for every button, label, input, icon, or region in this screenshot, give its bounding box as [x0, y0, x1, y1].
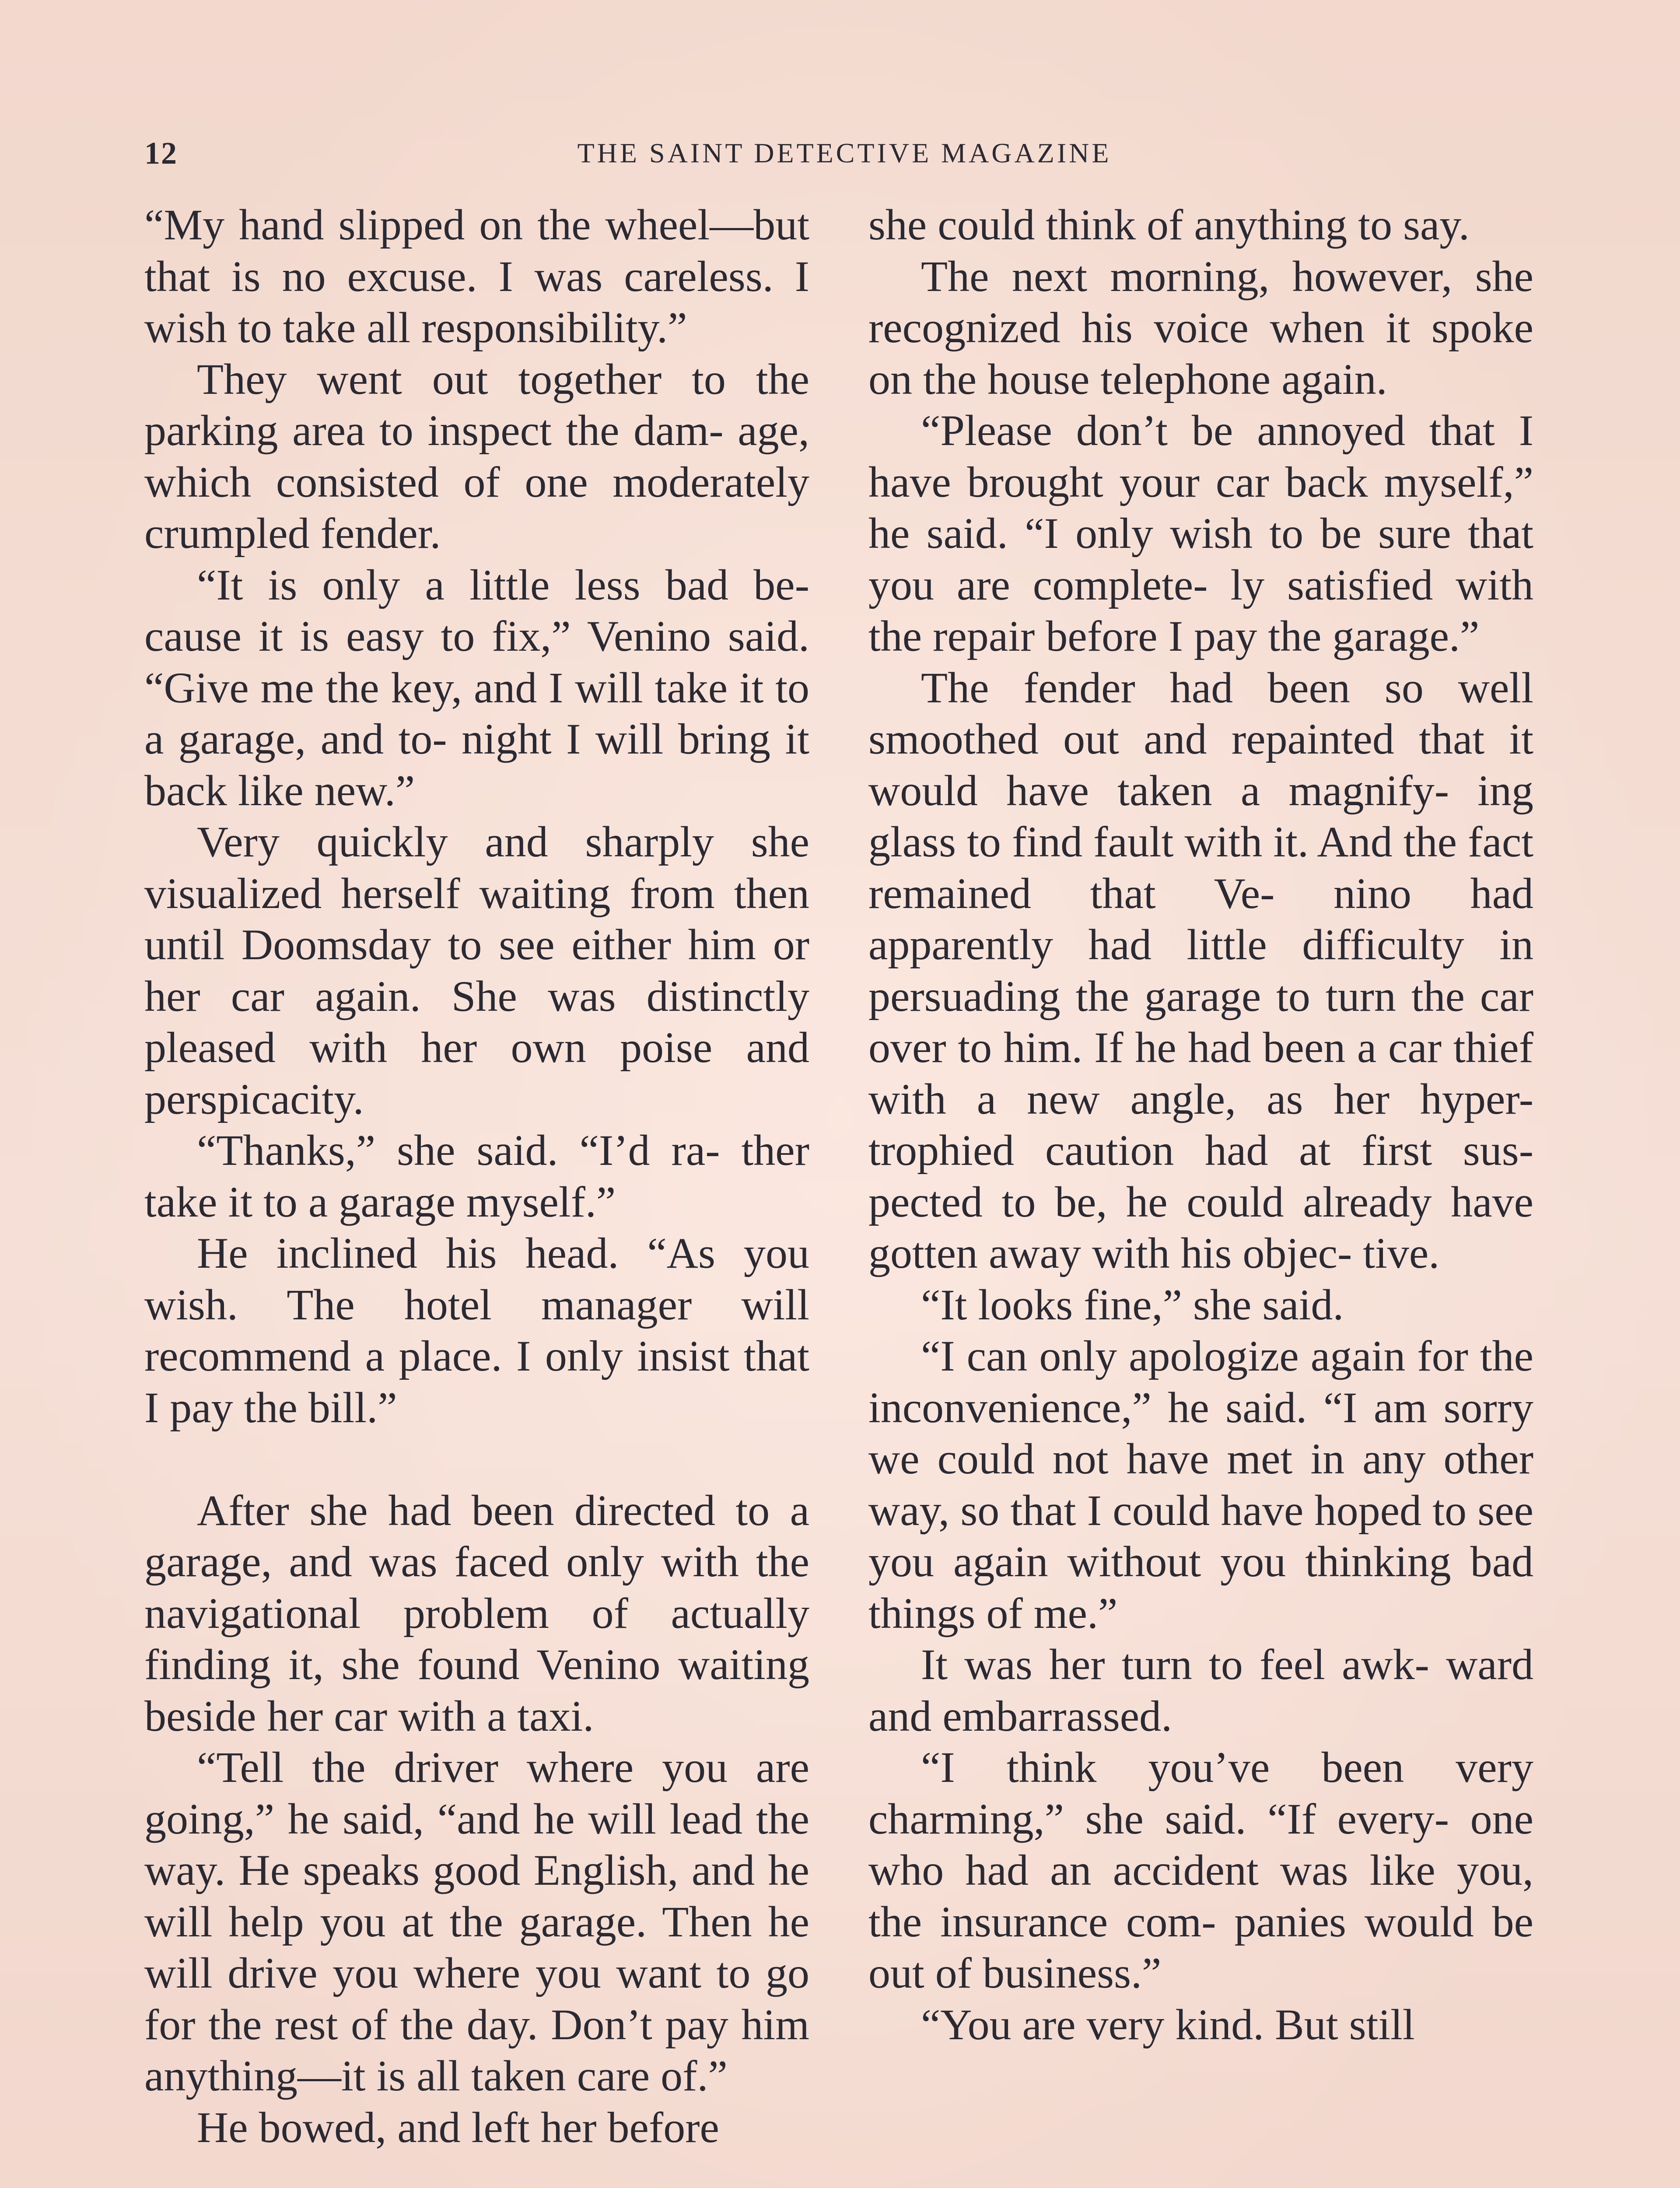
paragraph: He inclined his head. “As you wish. The hotel manager will recommend a place. I only insist that I pay the bill.”: [144, 1229, 809, 1432]
paragraph: The next morning, however, she recognized his voice when it spoke on the house telephone again.: [868, 252, 1533, 403]
magazine-title: THE SAINT DETECTIVE MAGAZINE: [577, 137, 1112, 168]
paragraph: “My hand slipped on the wheel—but that is no excuse. I was careless. I wish to take all responsibility.”: [144, 200, 809, 352]
paragraph: “I can only apologize again for the inconvenience,” he said. “I am sorry we could not have met in any other way, so that I could have hoped to see you again without you thinking bad things of me.”: [868, 1332, 1533, 1637]
paragraph: He bowed, and left her before: [197, 2103, 719, 2152]
paragraph: It was her turn to feel awk- ward and embarrassed.: [868, 1640, 1533, 1740]
paragraph: Very quickly and sharply she visualized herself waiting from then until Doomsday to see either him or her car again. She was distinctly pleased with her own poise and perspicacity.: [144, 817, 809, 1123]
paragraph: “I think you’ve been very charming,” she said. “If every- one who had an accident was like you, the insurance com- panies would be out of business.”: [868, 1743, 1533, 1997]
paragraph: After she had been directed to a garage, and was faced only with the navigational problem of actually finding it, she found Venino waiting beside her car with a taxi.: [144, 1486, 809, 1740]
paragraph: “It is only a little less bad be- cause it is easy to fix,” Venino said. “Give me the key, and I will take it to a garage, and to- night I will bring it back like new.”: [144, 560, 809, 815]
paragraph: “Thanks,” she said. “I’d ra- ther take it to a garage myself.”: [144, 1126, 809, 1226]
paragraph: They went out together to the parking area to inspect the dam- age, which consisted of one moderately crumpled fender.: [144, 354, 809, 558]
running-head: [144, 131, 1544, 175]
paragraph: The fender had been so well smoothed out and repainted that it would have taken a magnify- ing glass to find fault with it. And the fact remained that Ve- nino had apparently had little difficulty in persuading the garage to turn the car over to him. If he had been a car thief with a new angle, as her hyper- trophied caution had at first sus- pected to be, he could already have gotten away with his objec- tive.: [868, 663, 1533, 1277]
paragraph: “You are very kind. But still: [921, 2000, 1415, 2049]
right-text-column: [868, 199, 1533, 2050]
page-number: 12: [144, 136, 178, 171]
paragraph: “Please don’t be annoyed that I have brought your car back myself,” he said. “I only wish to be sure that you are complete- ly satisfied with the repair before I pay the garage.”: [868, 406, 1533, 660]
paragraph: she could think of anything to say.: [868, 200, 1470, 249]
paragraph: “Tell the driver where you are going,” he said, “and he will lead the way. He speaks good English, and he will help you at the garage. Then he will drive you where you want to go for the rest of the day. Don’t pay him anything—it is all taken care of.”: [144, 1743, 809, 2100]
paragraph: “It looks fine,” she said.: [921, 1280, 1344, 1329]
left-text-column: [144, 199, 809, 2153]
